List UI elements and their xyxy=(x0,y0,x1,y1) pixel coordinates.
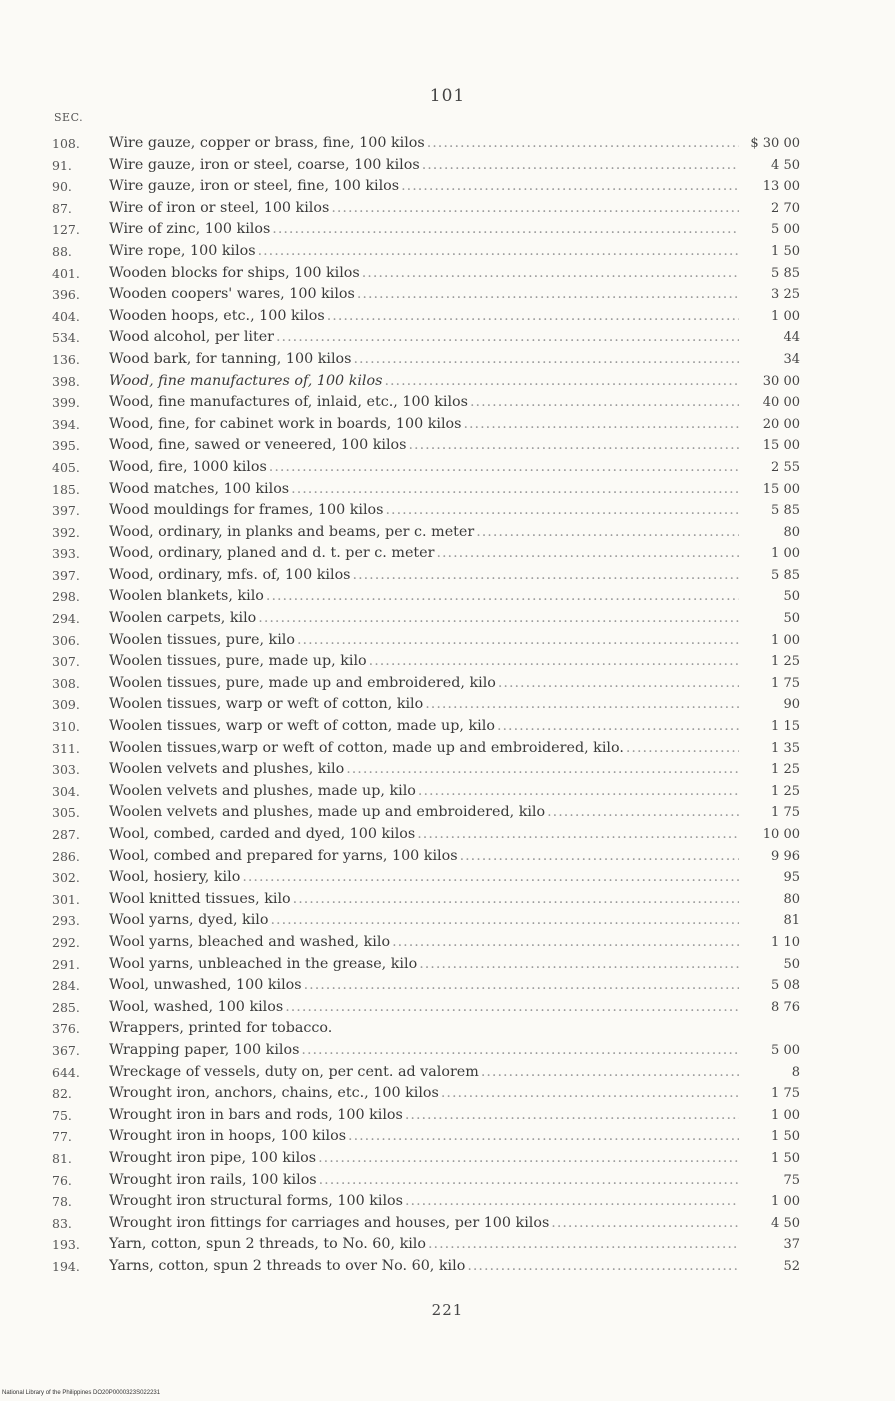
section-number: 399. xyxy=(52,395,80,411)
section-column-header: SEC. xyxy=(54,111,84,124)
tariff-row xyxy=(0,867,895,889)
item-description: Wood, fine, for cabinet work in boards, 100 kilos xyxy=(109,415,462,432)
item-description-cell xyxy=(109,1126,739,1148)
section-number: 393. xyxy=(52,546,80,562)
tariff-row xyxy=(0,263,895,285)
duty-amount: $ 30 00 xyxy=(750,136,800,151)
duty-amount: 10 00 xyxy=(762,827,800,842)
tariff-row xyxy=(0,414,895,436)
item-description: Woolen carpets, kilo xyxy=(109,610,257,627)
duty-amount: 5 85 xyxy=(771,265,800,281)
item-description: Wood mouldings for frames, 100 kilos xyxy=(109,502,384,519)
section-number: 81. xyxy=(52,1150,72,1166)
duty-amount: 1 10 xyxy=(771,934,800,950)
item-description-cell xyxy=(109,1062,739,1084)
section-number: 367. xyxy=(52,1042,80,1058)
item-description-cell xyxy=(109,176,739,198)
duty-amount: 30 00 xyxy=(762,373,800,389)
duty-amount: 44 xyxy=(783,330,800,346)
item-description-cell xyxy=(109,846,739,868)
item-description: Wool, washed, 100 kilos xyxy=(109,998,284,1015)
tariff-row xyxy=(0,975,895,997)
item-description: Wood alcohol, per liter xyxy=(109,329,275,346)
tariff-row xyxy=(0,284,895,306)
tariff-row xyxy=(0,241,895,263)
item-description: Wreckage of vessels, duty on, per cent. ad valorem xyxy=(109,1063,479,1080)
duty-amount: 15 00 xyxy=(762,481,800,497)
duty-amount: 1 75 xyxy=(771,805,800,821)
item-description: Wood, fine manufactures of, 100 kilos xyxy=(109,372,383,389)
item-description-cell xyxy=(109,889,739,911)
item-description: Wrapping paper, 100 kilos xyxy=(109,1041,300,1058)
duty-amount: 50 xyxy=(783,589,800,605)
section-number: 394. xyxy=(52,416,80,432)
tariff-row xyxy=(0,133,895,155)
duty-amount: 90 xyxy=(783,697,800,713)
duty-amount: 80 xyxy=(783,891,800,907)
item-description: Woolen tissues, warp or weft of cotton, kilo xyxy=(109,696,424,713)
section-number: 298. xyxy=(52,589,80,605)
item-description-cell xyxy=(109,327,739,349)
tariff-row xyxy=(0,997,895,1019)
item-description: Yarns, cotton, spun 2 threads to over No. 60, kilo xyxy=(109,1257,466,1274)
section-number: 303. xyxy=(52,762,80,778)
item-description: Wrought iron structural forms, 100 kilos xyxy=(109,1193,403,1210)
item-description-cell xyxy=(109,1256,739,1278)
duty-amount: 5 00 xyxy=(771,222,800,238)
section-number: 194. xyxy=(52,1258,80,1274)
tariff-row xyxy=(0,824,895,846)
item-description: Wire gauze, iron or steel, coarse, 100 kilos xyxy=(109,156,420,173)
section-number: 397. xyxy=(52,503,80,519)
duty-amount: 5 00 xyxy=(771,1042,800,1058)
duty-amount: 1 50 xyxy=(771,1129,800,1145)
footer-watermark: National Library of the Philippines DO20P0000323S022231 xyxy=(2,1390,161,1396)
item-description: Woolen velvets and plushes, made up and embroidered, kilo xyxy=(109,804,546,821)
duty-amount: 15 00 xyxy=(762,438,800,454)
item-description-cell xyxy=(109,198,739,220)
item-description-cell xyxy=(109,522,739,544)
item-description-cell xyxy=(109,457,739,479)
section-number: 193. xyxy=(52,1237,80,1253)
item-description: Wool, unwashed, 100 kilos xyxy=(109,977,302,994)
item-description: Wood, fire, 1000 kilos xyxy=(109,458,267,475)
item-description: Woolen velvets and plushes, made up, kilo xyxy=(109,782,416,799)
section-number: 185. xyxy=(52,481,80,497)
item-description-cell xyxy=(109,133,739,155)
item-description: Wire gauze, iron or steel, fine, 100 kilos xyxy=(109,178,400,195)
item-description-cell xyxy=(109,263,739,285)
tariff-row xyxy=(0,630,895,652)
duty-amount: 1 25 xyxy=(771,783,800,799)
item-description: Wool, combed and prepared for yarns, 100 kilos xyxy=(109,847,458,864)
tariff-row xyxy=(0,457,895,479)
section-number: 76. xyxy=(52,1172,72,1188)
item-description-cell xyxy=(109,608,739,630)
item-description: Wrought iron in hoops, 100 kilos xyxy=(109,1128,347,1145)
section-number: 305. xyxy=(52,805,80,821)
duty-amount: 2 55 xyxy=(771,459,800,475)
tariff-row xyxy=(0,759,895,781)
item-description-cell xyxy=(109,802,739,824)
item-description-cell xyxy=(109,586,739,608)
item-description: Wooden hoops, etc., 100 kilos xyxy=(109,307,325,324)
item-description-cell xyxy=(109,673,739,695)
item-description-cell xyxy=(109,997,739,1019)
tariff-row xyxy=(0,781,895,803)
item-description-cell xyxy=(109,824,739,846)
item-description-cell xyxy=(109,975,739,997)
duty-amount: 1 75 xyxy=(771,1086,800,1102)
tariff-row xyxy=(0,846,895,868)
tariff-row xyxy=(0,889,895,911)
section-number: 376. xyxy=(52,1021,80,1037)
tariff-row xyxy=(0,932,895,954)
section-number: 392. xyxy=(52,524,80,540)
item-description: Wire gauze, copper or brass, fine, 100 kilos xyxy=(109,135,425,151)
section-number: 292. xyxy=(52,934,80,950)
duty-amount: 1 00 xyxy=(771,1107,800,1123)
item-description-cell xyxy=(109,543,739,565)
section-number: 396. xyxy=(52,287,80,303)
duty-amount: 5 85 xyxy=(771,503,800,519)
item-description-cell xyxy=(109,371,739,393)
tariff-row xyxy=(0,522,895,544)
item-description: Wool knitted tissues, kilo xyxy=(109,890,291,907)
item-description-cell xyxy=(109,435,739,457)
section-number: 311. xyxy=(52,740,80,756)
tariff-row xyxy=(0,954,895,976)
section-number: 108. xyxy=(52,136,80,151)
tariff-row xyxy=(0,327,895,349)
tariff-row xyxy=(0,1040,895,1062)
item-description-cell xyxy=(109,651,739,673)
duty-amount: 8 76 xyxy=(771,999,800,1015)
item-description: Wood, ordinary, in planks and beams, per c. meter xyxy=(109,523,475,540)
item-description-cell xyxy=(109,694,739,716)
item-description: Wood, fine manufactures of, inlaid, etc., 100 kilos xyxy=(109,394,468,411)
tariff-row xyxy=(0,651,895,673)
section-number: 294. xyxy=(52,611,80,627)
tariff-row xyxy=(0,543,895,565)
tariff-row xyxy=(0,349,895,371)
item-description-cell xyxy=(109,284,739,306)
duty-amount: 20 00 xyxy=(762,416,800,432)
duty-amount: 75 xyxy=(783,1172,800,1188)
item-description-cell xyxy=(109,414,739,436)
tariff-row xyxy=(0,1213,895,1235)
section-number: 395. xyxy=(52,438,80,454)
item-description-cell xyxy=(109,630,739,652)
tariff-row xyxy=(0,910,895,932)
tariff-row xyxy=(0,176,895,198)
item-description: Wool yarns, dyed, kilo xyxy=(109,912,269,929)
item-description-cell xyxy=(109,479,739,501)
tariff-row xyxy=(0,1105,895,1127)
item-description-cell xyxy=(109,1083,739,1105)
item-description: Wool, combed, carded and dyed, 100 kilos xyxy=(109,826,416,842)
section-number: 286. xyxy=(52,848,80,864)
tariff-row xyxy=(0,1083,895,1105)
duty-amount: 8 xyxy=(791,1064,800,1080)
section-number: 88. xyxy=(52,243,72,259)
section-number: 293. xyxy=(52,913,80,929)
section-number: 90. xyxy=(52,179,72,195)
item-description-cell xyxy=(109,155,739,177)
tariff-list xyxy=(0,133,895,1277)
item-description: Wrought iron, anchors, chains, etc., 100 kilos xyxy=(109,1085,439,1102)
item-description: Woolen velvets and plushes, kilo xyxy=(109,761,345,778)
item-description-cell xyxy=(109,1213,739,1235)
duty-amount: 1 00 xyxy=(771,546,800,562)
duty-amount: 1 75 xyxy=(771,675,800,691)
section-number: 644. xyxy=(52,1064,80,1080)
item-description: Wrappers, printed for tobacco. xyxy=(109,1020,333,1037)
tariff-row xyxy=(0,306,895,328)
duty-amount: 1 25 xyxy=(771,762,800,778)
duty-amount: 13 00 xyxy=(762,179,800,195)
item-description-cell xyxy=(109,1105,739,1127)
item-description-cell xyxy=(109,1170,739,1192)
section-number: 136. xyxy=(52,351,80,367)
section-number: 398. xyxy=(52,373,80,389)
item-description: Woolen tissues,warp or weft of cotton, made up and embroidered, kilo. xyxy=(109,739,624,756)
duty-amount: 5 85 xyxy=(771,567,800,583)
tariff-row xyxy=(0,392,895,414)
item-description: Wool, hosiery, kilo xyxy=(109,869,241,886)
tariff-row xyxy=(0,565,895,587)
tariff-row xyxy=(0,371,895,393)
tariff-row xyxy=(0,219,895,241)
duty-amount: 80 xyxy=(783,524,800,540)
section-number: 83. xyxy=(52,1215,72,1231)
item-description-cell xyxy=(109,1018,739,1040)
item-description: Woolen tissues, pure, made up and embroidered, kilo xyxy=(109,674,496,691)
tariff-row xyxy=(0,673,895,695)
item-description: Wood matches, 100 kilos xyxy=(109,480,290,497)
item-description: Woolen tissues, pure, kilo xyxy=(109,631,295,648)
tariff-row xyxy=(0,1256,895,1278)
item-description: Wood, ordinary, mfs. of, 100 kilos xyxy=(109,566,351,583)
item-description: Woolen tissues, pure, made up, kilo xyxy=(109,653,367,670)
tariff-row xyxy=(0,155,895,177)
duty-amount: 3 25 xyxy=(771,287,800,303)
item-description-cell xyxy=(109,392,739,414)
tariff-row xyxy=(0,1126,895,1148)
item-description-cell xyxy=(109,781,739,803)
tariff-row xyxy=(0,738,895,760)
item-description: Wood, ordinary, planed and d. t. per c. meter xyxy=(109,545,435,562)
duty-amount: 9 96 xyxy=(771,848,800,864)
section-number: 301. xyxy=(52,891,80,907)
item-description-cell xyxy=(109,241,739,263)
tariff-row xyxy=(0,716,895,738)
section-number: 404. xyxy=(52,308,80,324)
item-description-cell xyxy=(109,954,739,976)
tariff-row xyxy=(0,1170,895,1192)
section-number: 302. xyxy=(52,870,80,886)
duty-amount: 1 15 xyxy=(771,719,800,735)
item-description-cell xyxy=(109,565,739,587)
tariff-row xyxy=(0,1148,895,1170)
tariff-row xyxy=(0,586,895,608)
tariff-row xyxy=(0,500,895,522)
duty-amount: 1 25 xyxy=(771,654,800,670)
item-description-cell xyxy=(109,910,739,932)
item-description: Wire rope, 100 kilos xyxy=(109,242,256,259)
section-number: 78. xyxy=(52,1194,72,1210)
section-number: 309. xyxy=(52,697,80,713)
tariff-row xyxy=(0,802,895,824)
item-description-cell xyxy=(109,1040,739,1062)
duty-amount: 1 00 xyxy=(771,632,800,648)
item-description-cell xyxy=(109,306,739,328)
section-number: 285. xyxy=(52,999,80,1015)
duty-amount: 37 xyxy=(783,1237,800,1253)
duty-amount: 50 xyxy=(783,956,800,972)
item-description-cell xyxy=(109,219,739,241)
item-description-cell xyxy=(109,1148,739,1170)
duty-amount: 5 08 xyxy=(771,978,800,994)
section-number: 307. xyxy=(52,654,80,670)
tariff-row xyxy=(0,1062,895,1084)
item-description-cell xyxy=(109,1191,739,1213)
item-description: Wool yarns, bleached and washed, kilo xyxy=(109,933,391,950)
page-number-bottom: 221 xyxy=(431,1301,464,1319)
item-description-cell xyxy=(109,867,739,889)
tariff-row xyxy=(0,479,895,501)
item-description: Woolen blankets, kilo xyxy=(109,588,264,605)
item-description: Wood bark, for tanning, 100 kilos xyxy=(109,350,352,367)
item-description: Wire of zinc, 100 kilos xyxy=(109,221,271,238)
duty-amount: 2 70 xyxy=(771,200,800,216)
item-description: Wire of iron or steel, 100 kilos xyxy=(109,199,330,216)
section-number: 287. xyxy=(52,827,80,842)
duty-amount: 1 50 xyxy=(771,243,800,259)
item-description-cell xyxy=(109,1234,739,1256)
item-description: Woolen tissues, warp or weft of cotton, made up, kilo xyxy=(109,718,495,735)
item-description: Wrought iron fittings for carriages and houses, per 100 kilos xyxy=(109,1214,550,1231)
item-description: Wooden coopers' wares, 100 kilos xyxy=(109,286,355,303)
duty-amount: 40 00 xyxy=(762,395,800,411)
section-number: 310. xyxy=(52,719,80,735)
duty-amount: 50 xyxy=(783,611,800,627)
section-number: 77. xyxy=(52,1129,72,1145)
duty-amount: 1 35 xyxy=(771,740,800,756)
duty-amount: 34 xyxy=(783,351,800,367)
section-number: 291. xyxy=(52,956,80,972)
item-description-cell xyxy=(109,716,739,738)
item-description: Wool yarns, unbleached in the grease, kilo xyxy=(109,955,418,972)
duty-amount: 1 00 xyxy=(771,1194,800,1210)
section-number: 308. xyxy=(52,675,80,691)
section-number: 405. xyxy=(52,459,80,475)
duty-amount: 4 50 xyxy=(771,157,800,173)
item-description-cell xyxy=(109,759,739,781)
section-number: 306. xyxy=(52,632,80,648)
section-number: 91. xyxy=(52,157,72,173)
duty-amount: 1 00 xyxy=(771,308,800,324)
duty-amount: 4 50 xyxy=(771,1215,800,1231)
tariff-row xyxy=(0,1018,895,1040)
item-description: Wood, fine, sawed or veneered, 100 kilos xyxy=(109,437,407,454)
item-description: Wrought iron pipe, 100 kilos xyxy=(109,1149,317,1166)
section-number: 534. xyxy=(52,330,80,346)
item-description-cell xyxy=(109,349,739,371)
tariff-row xyxy=(0,1191,895,1213)
section-number: 75. xyxy=(52,1107,72,1123)
duty-amount: 95 xyxy=(783,870,800,886)
tariff-row xyxy=(0,435,895,457)
item-description-cell xyxy=(109,932,739,954)
duty-amount: 52 xyxy=(783,1258,800,1274)
item-description: Yarn, cotton, spun 2 threads, to No. 60, kilo xyxy=(109,1236,426,1253)
item-description: Wooden blocks for ships, 100 kilos xyxy=(109,264,360,281)
section-number: 127. xyxy=(52,222,80,238)
section-number: 397. xyxy=(52,567,80,583)
tariff-row xyxy=(0,608,895,630)
item-description: Wrought iron in bars and rods, 100 kilos xyxy=(109,1106,403,1123)
section-number: 401. xyxy=(52,265,80,281)
duty-amount: 81 xyxy=(783,913,800,929)
item-description-cell xyxy=(109,738,739,760)
section-number: 284. xyxy=(52,978,80,994)
item-description: Wrought iron rails, 100 kilos xyxy=(109,1171,317,1188)
section-number: 304. xyxy=(52,783,80,799)
duty-amount: 1 50 xyxy=(771,1150,800,1166)
tariff-row xyxy=(0,198,895,220)
section-number: 87. xyxy=(52,200,72,216)
page-number-top: 101 xyxy=(429,86,466,106)
tariff-row xyxy=(0,694,895,716)
tariff-row xyxy=(0,1234,895,1256)
section-number: 82. xyxy=(52,1086,72,1102)
item-description-cell xyxy=(109,500,739,522)
